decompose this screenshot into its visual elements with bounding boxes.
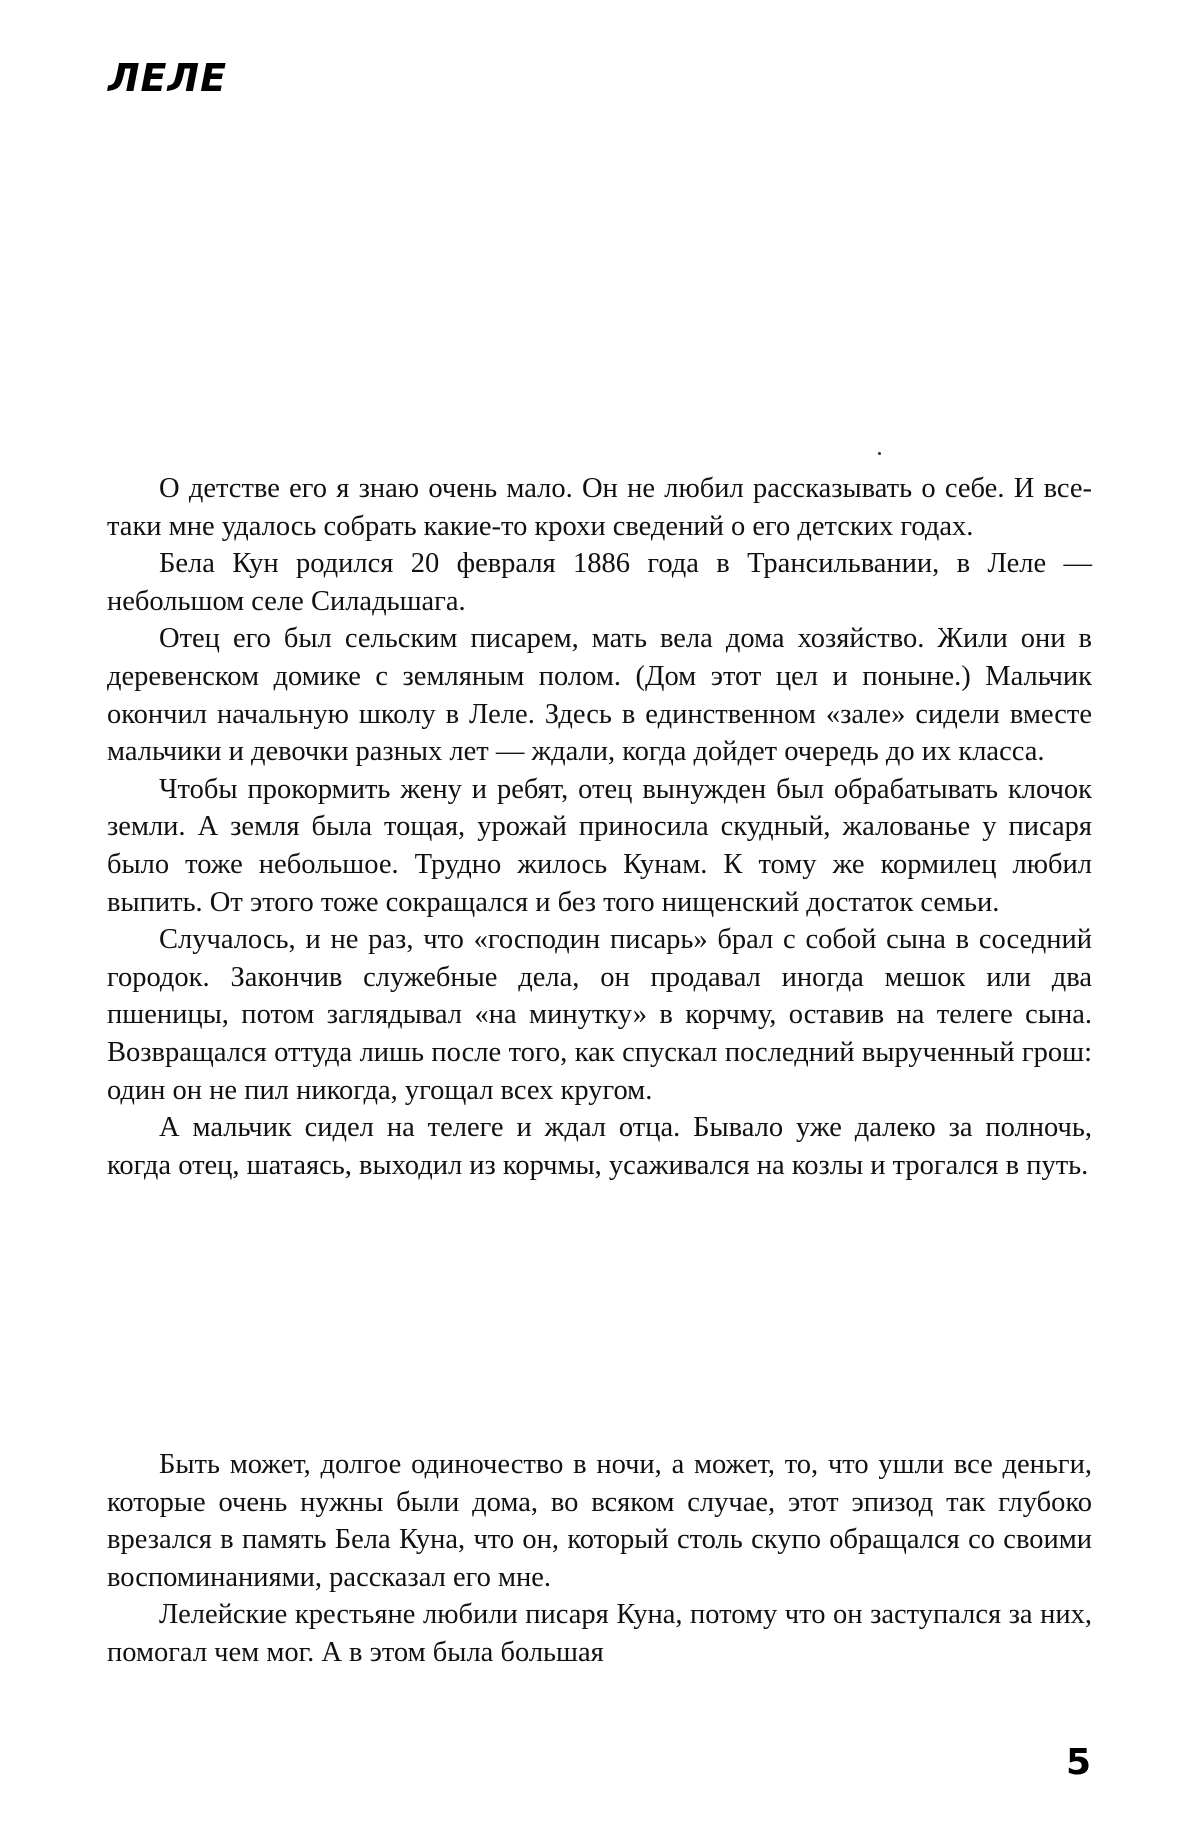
text-section-2 [107,1446,1092,1672]
paragraph: Бела Кун родился 20 февраля 1886 года в Трансильвании, в Леле — небольшом селе Силадьшага. [107,548,1092,617]
page-number: 5 [1066,1742,1092,1783]
text-section-1 [107,470,1092,1184]
print-speck [878,452,881,455]
paragraph: А мальчик сидел на телеге и ждал отца. Бывало уже далеко за полночь, когда отец, шатаясь, выходил из корчмы, усаживался на козлы и трогался в путь. [107,1112,1092,1181]
paragraph: Чтобы прокормить жену и ребят, отец вынужден был обрабатывать клочок земли. А земля была тощая, урожай приносила скудный, жалованье у писаря было тоже небольшое. Трудно жилось Кунам. К тому же кормилец любил выпить. От этого тоже сокращался и без того нищенский достаток семьи. [107,773,1092,918]
paragraph: Случалось, и не раз, что «господин писарь» брал с собой сына в соседний городок. Закончив служебные дела, он продавал иногда мешок или два пшеницы, потом заглядывал «на минутку» в корчму, оставив на телеге сына. Возвращался оттуда лишь после того, как спускал последний вырученный грош: один он не пил никогда, угощал всех кругом. [107,924,1092,1106]
paragraph: О детстве его я знаю очень мало. Он не любил рассказывать о себе. И все-таки мне удалось собрать какие-то крохи сведений о его детских годах. [107,473,1092,542]
paragraph: Лелейские крестьяне любили писаря Куна, потому что он заступался за них, помогал чем мог. А в этом была большая [107,1599,1092,1668]
paragraph: Отец его был сельским писарем, мать вела дома хозяйство. Жили они в деревенском домике с земляным полом. (Дом этот цел и поныне.) Мальчик окончил начальную школу в Леле. Здесь в единственном «зале» сидели вместе мальчики и девочки разных лет — ждали, когда дойдет очередь до их класса. [107,623,1092,768]
paragraph: Быть может, долгое одиночество в ночи, а может, то, что ушли все деньги, которые очень нужны были дома, во всяком случае, этот эпизод так глубоко врезался в память Бела Куна, что он, который столь скупо обращался со своими воспоминаниями, рассказал его мне. [107,1449,1092,1593]
chapter-title: ЛЕЛЕ [108,56,228,100]
